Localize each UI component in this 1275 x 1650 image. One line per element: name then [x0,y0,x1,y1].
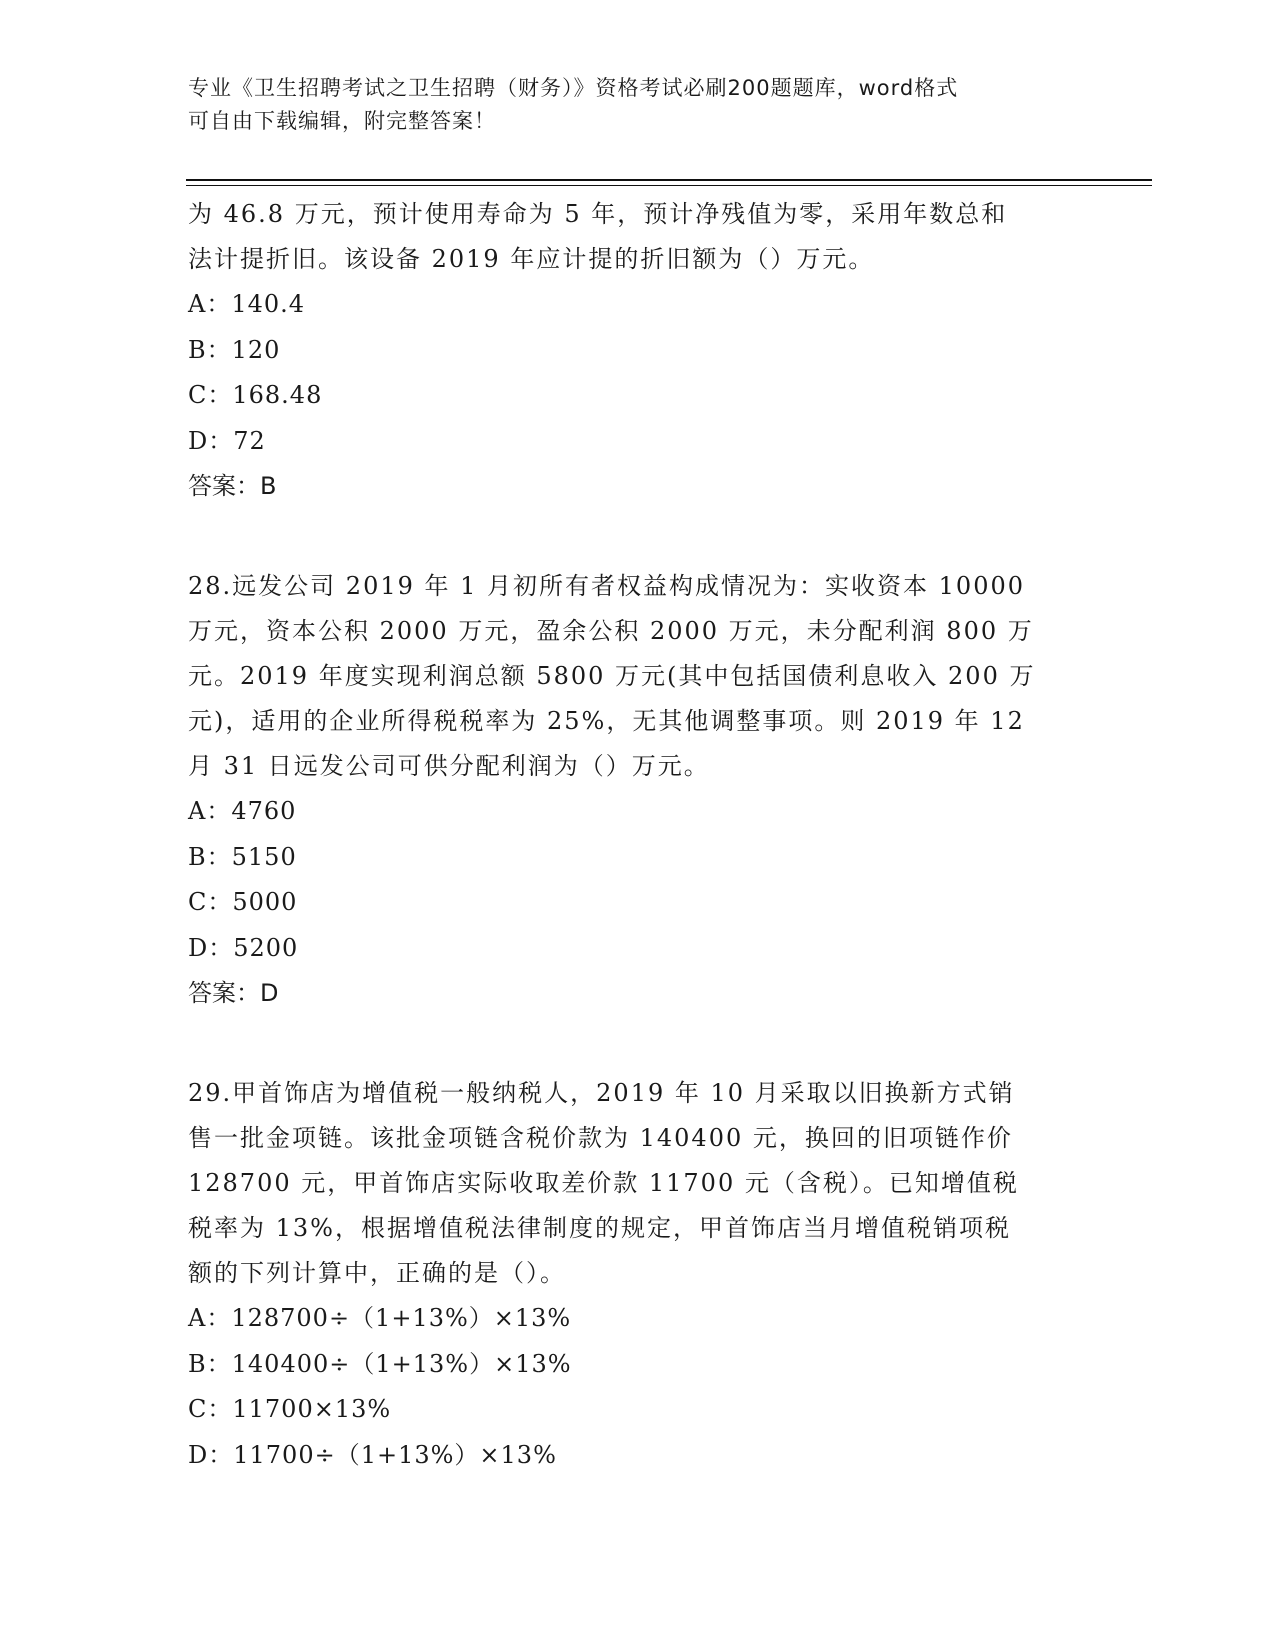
question-text: 售一批金项链。该批金项链含税价款为 140400 元，换回的旧项链作价 [188,1124,1013,1152]
header-rule [186,185,1152,186]
option-a: A：4760 [188,797,297,825]
question-text: 为 46.8 万元，预计使用寿命为 5 年，预计净残值为零，采用年数总和 [188,200,1008,228]
question-text: 法计提折旧。该设备 2019 年应计提的折旧额为（）万元。 [188,245,875,273]
option-d: D：72 [188,426,266,455]
question-text: 万元，资本公积 2000 万元，盈余公积 2000 万元，未分配利润 800 万 [188,617,1034,645]
question-text: 元。2019 年度实现利润总额 5800 万元(其中包括国债利息收入 200 万 [188,662,1036,690]
option-c: C：5000 [188,888,298,916]
answer-line: 答案：D [188,979,279,1007]
header-line: 可自由下载编辑，附完整答案！ [188,109,496,133]
option-c: C：11700×13% [188,1395,392,1423]
spacer [188,1015,1088,1071]
option-a: A：140.4 [188,290,306,318]
question-list [188,192,1088,1478]
question-text: 月 31 日远发公司可供分配利润为（）万元。 [188,752,710,780]
option-a: A：128700÷（1+13%）×13% [188,1304,572,1332]
question-block [188,1071,1088,1478]
option-b: B：140400÷（1+13%）×13% [188,1349,572,1378]
question-block [188,564,1088,1015]
header-rule [186,179,1152,181]
question-text: 29.甲首饰店为增值税一般纳税人，2019 年 10 月采取以旧换新方式销 [188,1079,1015,1107]
option-b: B：120 [188,335,281,364]
header-line: 专业《卫生招聘考试之卫生招聘（财务）》资格考试必刷200题题库，word格式 [188,76,959,100]
option-d: D：11700÷（1+13%）×13% [188,1440,557,1469]
question-text: 额的下列计算中，正确的是（）。 [188,1259,566,1287]
option-b: B：5150 [188,842,297,871]
question-block [188,192,1088,508]
question-text: 税率为 13%，根据增值税法律制度的规定，甲首饰店当月增值税销项税 [188,1214,1011,1242]
option-d: D：5200 [188,933,299,962]
document-header [188,72,1088,138]
question-text: 元)，适用的企业所得税税率为 25%，无其他调整事项。则 2019 年 12 [188,707,1025,735]
question-text: 28.远发公司 2019 年 1 月初所有者权益构成情况为：实收资本 10000 [188,572,1026,600]
question-text: 128700 元，甲首饰店实际收取差价款 11700 元（含税）。已知增值税 [188,1169,1019,1197]
answer-line: 答案：B [188,472,277,500]
spacer [188,508,1088,564]
option-c: C：168.48 [188,381,323,409]
